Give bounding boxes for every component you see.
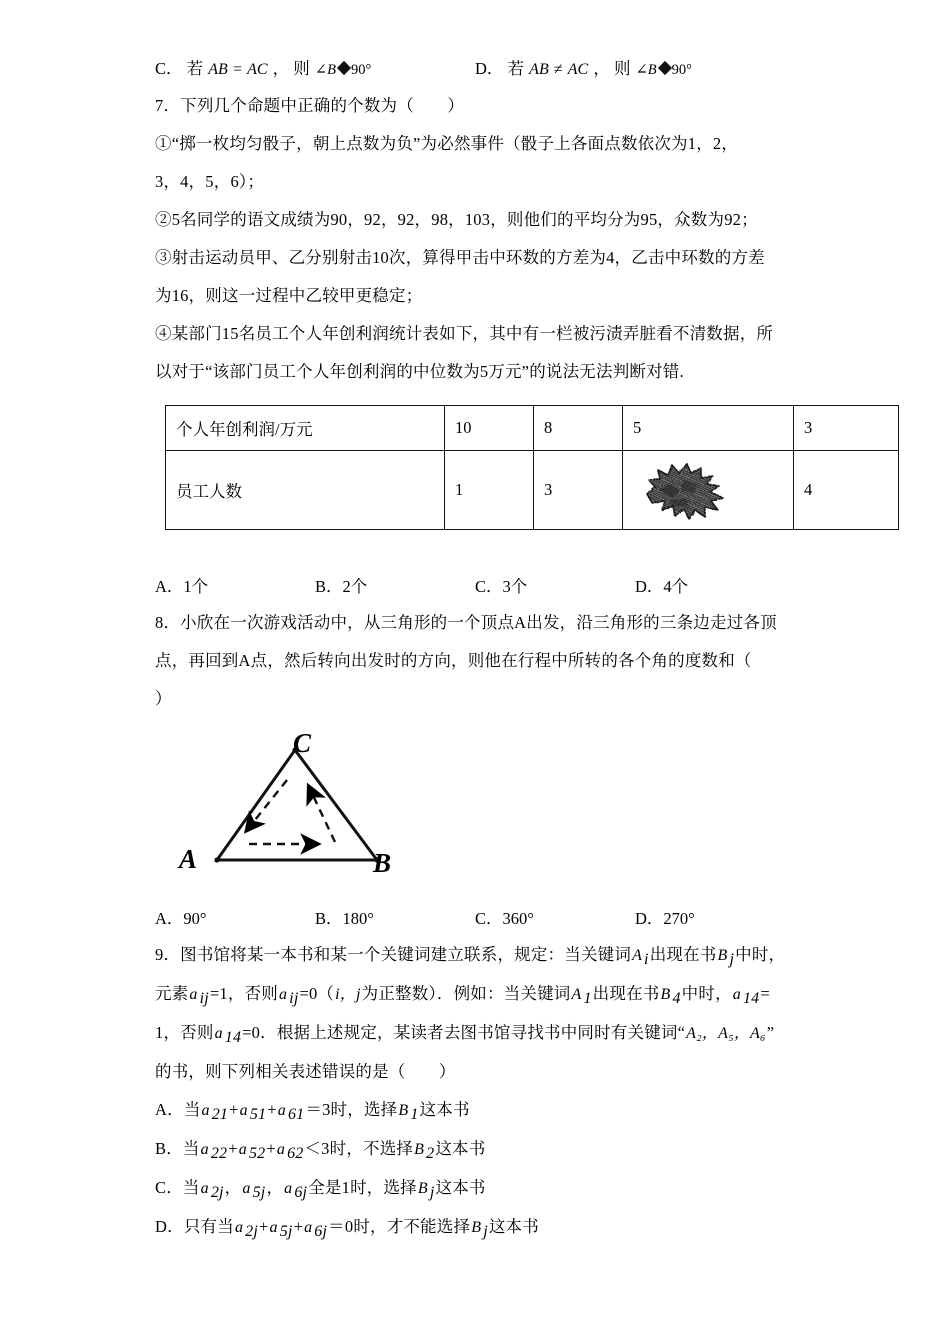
q7-option-d-text: 4个: [663, 577, 689, 596]
q9-keyword-a1-sub: 1: [583, 990, 592, 1008]
q9-stem-text-1a: 图书馆将某一本书和某一个关键词建立联系，规定：当关键词: [180, 945, 632, 964]
q9-book-b4-sub: 4: [672, 990, 681, 1008]
q9-option-c-book-sub: j: [429, 1184, 435, 1202]
q9-stem-line-3: [155, 1014, 795, 1053]
q9-option-d-term-2-sub: 6j: [314, 1223, 328, 1241]
q7-option-c-letter: C．: [475, 577, 503, 596]
q9-option-d: [155, 1208, 795, 1247]
q8-stem-text-1: 小欣在一次游戏活动中，从三角形的一个顶点A出发，沿三角形的三条边走过各顶: [180, 613, 777, 632]
table-row-header-count: 员工人数: [166, 451, 445, 530]
q9-option-a-book: B: [398, 1102, 409, 1119]
spacer: [155, 530, 795, 570]
missing-glyph-icon: [337, 61, 351, 75]
q7-statement-2-text-1: 5名同学的语文成绩为90，92，92，98，103，则他们的平均分为95，众数为92；: [171, 210, 758, 229]
q7-option-c-text: 3个: [502, 577, 528, 596]
q9-option-c-post: 这本书: [435, 1178, 486, 1197]
q6-option-c-letter: C．: [155, 59, 183, 78]
q7-statement-1-marker: ①: [155, 134, 172, 153]
q9-keyword-ai-sub: i: [644, 951, 649, 969]
q9-stem-line-1: [155, 936, 795, 975]
q7-statement-3-line-2: [155, 277, 795, 315]
q6-option-d-prefix: 若: [507, 59, 525, 78]
table-cell-profit-2: 5: [623, 406, 794, 451]
q9-stem-text-2g: =: [760, 984, 770, 1003]
q9-option-b-pre: 当: [182, 1139, 200, 1158]
q9-option-d-letter: D．: [155, 1217, 184, 1236]
q6-option-d-value: 90°: [671, 62, 692, 78]
q9-option-d-pre: 只有当: [183, 1217, 234, 1236]
triangle-vertex-label-b: B: [373, 848, 392, 878]
q9-element-a14-2-sub: 14: [224, 1029, 242, 1047]
q8-option-a-letter: A．: [155, 909, 184, 928]
q9-option-a-term-2-sub: 61: [287, 1106, 305, 1124]
q7-statement-2-marker: ②: [155, 210, 172, 229]
q9-option-c-term-1-sub: 5j: [252, 1184, 266, 1202]
q9-option-d-term-1: a: [269, 1219, 278, 1236]
q9-option-a-term-1: a: [239, 1102, 248, 1119]
q9-stem-line-2: [155, 975, 795, 1014]
q9-option-a-letter: A．: [155, 1100, 184, 1119]
q7-statement-1-line-1: [155, 125, 795, 163]
q6-option-c-expr-left: AB: [208, 61, 228, 78]
q9-option-d-term-2: a: [304, 1219, 313, 1236]
q6-option-d-letter: D．: [475, 59, 504, 78]
q9-option-b-letter: B．: [155, 1139, 183, 1158]
q9-option-b-term-1: a: [238, 1141, 247, 1158]
q9-option-c-term-2-sub: 6j: [294, 1184, 308, 1202]
q6-option-c-value: 90°: [350, 62, 372, 78]
q6-option-d-angle: ∠B: [635, 62, 657, 78]
q9-stem-line-4: [155, 1053, 795, 1091]
q9-option-d-book-sub: j: [483, 1223, 488, 1241]
q9-element-aij-2-sub: ij: [289, 990, 299, 1008]
table-cell-count-1: 3: [534, 451, 623, 530]
q8-option-c-letter: C．: [475, 909, 503, 928]
q9-stem-text-1c: 中时，: [735, 945, 786, 964]
q6-option-c-relation: =: [232, 61, 242, 78]
q7-table-wrapper: [165, 405, 813, 530]
q9-stem-text-3a: 1，否则: [155, 1023, 214, 1042]
q9-element-a14-1: a: [732, 986, 741, 1003]
q9-option-a-term-0: a: [201, 1102, 210, 1119]
q9-option-a-post: 这本书: [419, 1100, 470, 1119]
arrow-b-to-c: [309, 787, 335, 842]
table-cell-profit-0: 10: [445, 406, 534, 451]
q9-option-b-book: B: [414, 1141, 425, 1158]
ink-blot-smudge-icon: [639, 460, 731, 522]
q9-option-d-mid: 时，才不能选择: [353, 1217, 471, 1236]
q8-option-c-text: 360°: [502, 909, 534, 928]
q6-option-d-then: 则: [613, 59, 631, 78]
q9-element-a14-1-sub: 14: [742, 990, 760, 1008]
q9-keyword-a1: A: [571, 986, 582, 1003]
q9-stem-text-2f: 中时，: [681, 984, 732, 1003]
q8-option-c: [475, 902, 635, 936]
q8-stem-line-1: [155, 604, 795, 642]
q6-option-d-expr-left: AB: [529, 61, 549, 78]
q9-option-c-letter: C．: [155, 1178, 183, 1197]
q8-option-d-text: 270°: [663, 909, 695, 928]
q9-option-a-relation: ＝3: [305, 1100, 331, 1119]
q9-stem-text-2c: =0（: [299, 984, 335, 1003]
q9-option-a-term-1-sub: 51: [249, 1106, 267, 1124]
q9-book-bj: B: [717, 947, 728, 964]
q8-option-d-letter: D．: [635, 909, 664, 928]
q9-option-a-term-2: a: [277, 1102, 286, 1119]
page-content: [155, 52, 813, 1247]
q6-option-c: [155, 52, 475, 87]
q7-options-row: [155, 570, 795, 604]
q8-stem-line-3: [155, 680, 795, 718]
table-row-header-profit: 个人年创利润/万元: [166, 406, 445, 451]
q6-option-c-comma: ，: [272, 59, 290, 78]
q7-option-a-text: 1个: [183, 577, 209, 596]
table-cell-count-0: 1: [445, 451, 534, 530]
q9-element-aij-1: a: [189, 986, 198, 1003]
q9-option-d-term-0-sub: 2j: [245, 1223, 258, 1241]
q7-option-d-letter: D．: [635, 577, 664, 596]
q9-option-d-book: B: [471, 1219, 482, 1236]
q6-option-c-expr-right: AC: [247, 61, 268, 78]
q6-option-d-expr-right: AC: [567, 61, 589, 78]
q7-statement-3-text-2: 为16，则这一过程中乙较甲更稳定；: [155, 286, 423, 305]
q9-option-c-term-0: a: [200, 1180, 209, 1197]
q9-stem-text-1b: 出现在书: [649, 945, 717, 964]
q9-stem-text-2e: 出现在书: [592, 984, 660, 1003]
q9-option-a-joiner-2: +: [267, 1100, 277, 1119]
q9-number: 9．: [155, 945, 181, 964]
q9-stem-text-3c: ”: [766, 1023, 775, 1042]
q7-option-b: [315, 570, 475, 604]
q9-option-c-joiner-2: ，: [266, 1178, 284, 1197]
q9-option-b-term-1-sub: 52: [248, 1145, 266, 1163]
q9-option-b-term-2-sub: 62: [287, 1145, 304, 1163]
q6-option-c-angle: ∠B: [314, 62, 336, 78]
q9-option-d-joiner-1: +: [259, 1217, 269, 1236]
q9-element-aij-1-sub: ij: [199, 990, 209, 1008]
triangle-vertex-label-a: A: [179, 844, 198, 874]
q9-keyword-list: A₂，A₅，A₆: [686, 1025, 766, 1042]
q7-option-b-letter: B．: [315, 577, 343, 596]
q7-option-a: [155, 570, 315, 604]
q7-statement-3-line-1: [155, 239, 795, 277]
q8-option-b-letter: B．: [315, 909, 343, 928]
q9-stem-text-4: 的书，则下列相关表述错误的是（ ）: [155, 1062, 456, 1081]
spacer: [155, 894, 795, 902]
q7-statement-3-text-1: 射击运动员甲、乙分别射击10次，算得甲击中环数的方差为4，乙击中环数的方差: [171, 248, 765, 267]
q7-option-d: [635, 570, 795, 604]
q7-option-a-letter: A．: [155, 577, 184, 596]
q6-option-c-then: 则: [293, 59, 310, 78]
q8-option-a-text: 90°: [183, 909, 207, 928]
q8-options-row: [155, 902, 795, 936]
q9-stem-text-2b: =1，否则: [209, 984, 278, 1003]
q9-option-c: [155, 1169, 795, 1208]
q9-option-c-joiner-1: ，: [224, 1178, 242, 1197]
q9-option-c-mid: 时，选择: [350, 1178, 417, 1197]
q9-option-c-term-0-sub: 2j: [210, 1184, 224, 1202]
q9-option-a-pre: 当: [183, 1100, 201, 1119]
q7-statement-3-marker: ③: [155, 248, 172, 267]
q8-option-b-text: 180°: [342, 909, 374, 928]
q6-option-d: [475, 52, 795, 87]
q9-element-aij-2: a: [278, 986, 288, 1003]
q7-statement-1-line-2: [155, 163, 795, 201]
q9-option-c-book: B: [417, 1180, 428, 1197]
q9-book-b4: B: [660, 986, 671, 1003]
q8-option-b: [315, 902, 475, 936]
q9-stem-text-3b: =0．根据上述规定，某读者去图书馆寻找书中同时有关键词“: [242, 1023, 686, 1042]
q9-option-d-post: 这本书: [488, 1217, 539, 1236]
q6-option-d-comma: ，: [593, 59, 610, 78]
q8-option-a: [155, 902, 315, 936]
q8-stem-line-2: [155, 642, 795, 680]
q8-stem-text-3: ）: [155, 689, 172, 708]
q7-statement-4-line-1: [155, 315, 795, 353]
q9-option-b-mid: 时，不选择: [329, 1139, 414, 1158]
q9-option-c-term-1: a: [242, 1180, 251, 1197]
q9-option-c-pre: 当: [182, 1178, 200, 1197]
q9-option-b-relation: ＜3: [304, 1139, 330, 1158]
q9-option-d-term-0: a: [234, 1219, 244, 1236]
q7-statement-4-line-2: [155, 353, 795, 391]
q9-option-c-relation: 全是1: [308, 1178, 351, 1197]
q9-option-d-joiner-2: +: [293, 1217, 304, 1236]
table-cell-count-2-obscured: [623, 451, 794, 530]
missing-glyph-icon: [658, 61, 672, 75]
q9-option-b-joiner-1: +: [228, 1139, 238, 1158]
q9-stem-text-2d: 为正整数）．例如：当关键词: [361, 984, 571, 1003]
q7-statement-4-marker: ④: [155, 324, 172, 343]
q9-option-b-term-0: a: [200, 1141, 209, 1158]
q9-option-d-relation: ＝0: [328, 1217, 354, 1236]
q7-stem: [155, 87, 795, 125]
q7-option-c: [475, 570, 635, 604]
q8-stem-text-2: 点，再回到A点，然后转向出发时的方向，则他在行程中所转的各个角的度数和（: [155, 651, 752, 670]
q6-option-c-prefix: 若: [186, 59, 204, 78]
q9-option-d-term-1-sub: 5j: [279, 1223, 293, 1241]
q9-option-b-term-2: a: [276, 1141, 286, 1158]
q7-number: 7．: [155, 96, 181, 115]
q9-option-b-book-sub: 2: [426, 1145, 435, 1163]
q7-statement-2-line-1: [155, 201, 795, 239]
q9-ij-vars: i，j: [335, 986, 361, 1003]
q9-option-a-term-0-sub: 21: [211, 1106, 229, 1124]
q9-book-bj-sub: j: [729, 951, 735, 969]
triangle-vertex-label-c: C: [293, 728, 312, 758]
q9-stem-text-2a: 元素: [155, 984, 189, 1003]
q8-number: 8．: [155, 613, 181, 632]
q7-stem-text: 下列几个命题中正确的个数为（ ）: [180, 96, 465, 115]
q9-option-a-mid: 时，选择: [330, 1100, 398, 1119]
q9-option-a-joiner-1: +: [229, 1100, 239, 1119]
profit-statistics-table: [165, 405, 899, 530]
table-cell-profit-3: 3: [794, 406, 899, 451]
q9-option-a: [155, 1091, 795, 1130]
table-cell-count-3: 4: [794, 451, 899, 530]
q8-option-d: [635, 902, 795, 936]
q9-option-b-term-0-sub: 22: [210, 1145, 228, 1163]
q9-element-a14-2: a: [214, 1025, 223, 1042]
table-row: [166, 451, 899, 530]
q8-triangle-figure: [177, 728, 427, 894]
q6-option-d-relation: ≠: [553, 61, 563, 78]
table-cell-profit-1: 8: [534, 406, 623, 451]
q7-statement-1-text-2: 3，4，5，6）；: [155, 172, 265, 191]
q7-option-b-text: 2个: [342, 577, 368, 596]
q9-keyword-ai: A: [632, 947, 643, 964]
q9-option-c-term-2: a: [284, 1180, 293, 1197]
q7-statement-4-text-1: 某部门15名员工个人年创利润统计表如下，其中有一栏被污渍弄脏看不清数据，所: [171, 324, 774, 343]
q9-option-b-joiner-2: +: [266, 1139, 276, 1158]
q7-statement-4-text-2: 以对于“该部门员工个人年创利润的中位数为5万元”的说法无法判断对错.: [155, 362, 684, 381]
q9-option-b-post: 这本书: [435, 1139, 486, 1158]
q9-option-b: [155, 1130, 795, 1169]
q7-statement-1-text-1: “掷一枚均匀骰子，朝上点数为负”为必然事件（骰子上各面点数依次为1，2，: [171, 134, 739, 153]
q9-option-a-book-sub: 1: [410, 1106, 419, 1124]
q6-options-row: [155, 52, 795, 87]
table-row: [166, 406, 899, 451]
